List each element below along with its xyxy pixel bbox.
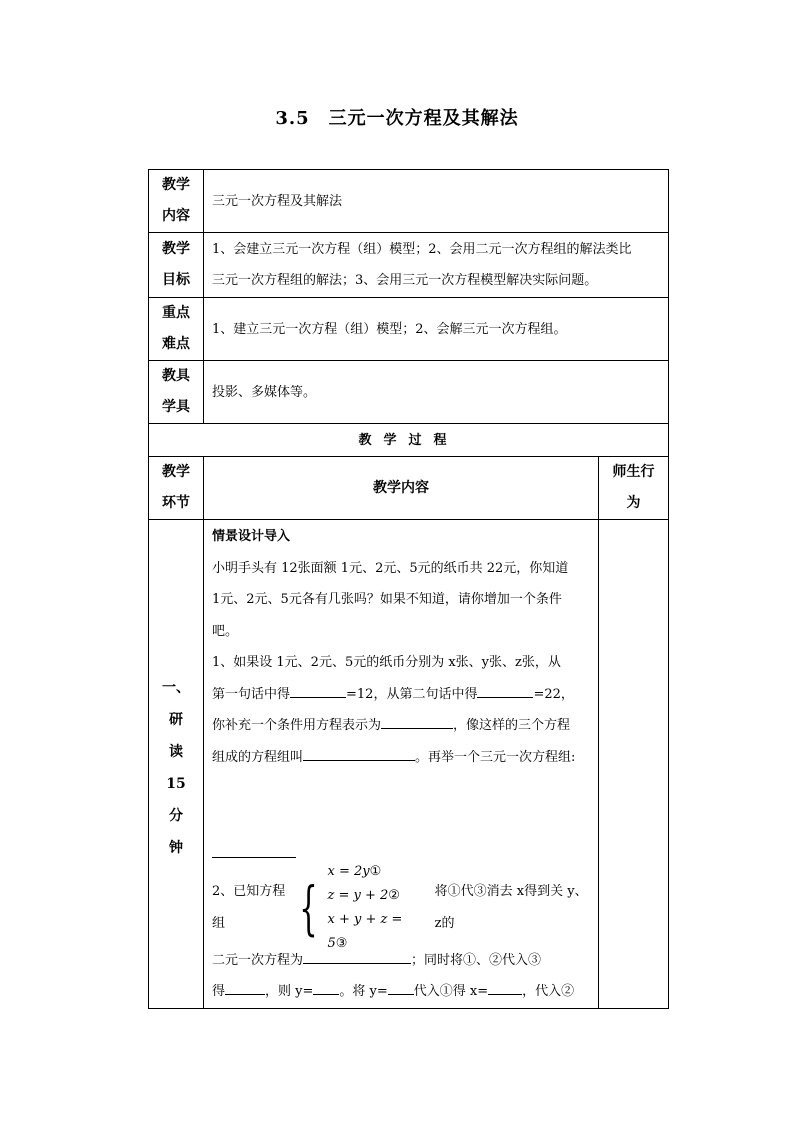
row-process-header	[149, 424, 669, 457]
column-stage: 教学 环节	[149, 457, 204, 520]
example-space	[212, 773, 590, 839]
answer-blank	[225, 978, 265, 995]
stage-one-content	[204, 520, 599, 1009]
intro-line-3: 吧。	[212, 623, 239, 639]
row-teaching-tools	[149, 361, 669, 424]
question-2-line-1: 2、已知方程组 { x = 2y① z = y + 2② x + y + z = 5③ 将①代③消去 x得到关 y、z的	[212, 871, 590, 945]
label-teaching-goal: 教学 目标	[149, 233, 204, 298]
row-stage-one	[149, 520, 669, 1009]
label-teaching-content: 教学 内容	[149, 170, 204, 233]
answer-blank	[212, 841, 296, 858]
intro-line-2: 1元、2元、5元各有几张吗？如果不知道，请你增加一个条件	[212, 592, 562, 607]
row-teaching-content	[149, 170, 669, 233]
stage-one-behavior	[599, 520, 669, 1009]
row-teaching-goal	[149, 233, 669, 298]
answer-blank	[488, 978, 522, 995]
answer-blank	[381, 712, 453, 729]
row-key-difficulty	[149, 298, 669, 361]
equation-system	[290, 860, 413, 956]
equation-1: x = 2y①	[327, 863, 382, 879]
column-behavior: 师生行 为	[599, 457, 669, 520]
left-brace-icon: {	[298, 873, 318, 942]
equation-3: x + y + z = 5③	[327, 911, 403, 951]
question-1-line-2: 第一句话中得 =12，从第二句话中得 =22，	[212, 679, 590, 711]
answer-blank	[388, 978, 414, 995]
row-column-headers	[149, 457, 669, 520]
section-heading: 情景设计导入	[212, 529, 291, 544]
page-title: 3.5 三元一次方程及其解法	[275, 108, 519, 129]
answer-blank	[313, 978, 339, 995]
key-difficulty-text: 1、建立三元一次方程（组）模型；2、会解三元一次方程组。	[204, 298, 669, 361]
answer-blank	[303, 947, 411, 964]
teaching-goal-text: 1、会建立三元一次方程（组）模型；2、会用二元一次方程组的解法类比 三元一次方程组的解法；3、会用三元一次方程模型解决实际问题。	[204, 233, 669, 298]
stage-one-label: 一、 研 读 15 分 钟	[149, 520, 204, 1009]
label-key-difficulty: 重点 难点	[149, 298, 204, 361]
label-teaching-tools: 教具 学具	[149, 361, 204, 424]
question-1-line-3: 你补充一个条件用方程表示为 ，像这样的三个方程	[212, 710, 590, 742]
teaching-tools-text: 投影、多媒体等。	[204, 361, 669, 424]
answer-blank	[290, 681, 346, 698]
process-header: 教学过程	[149, 424, 669, 457]
equation-2: z = y + 2②	[327, 887, 400, 903]
question-2-line-2: 二元一次方程为 ；同时将①、②代入③	[212, 945, 590, 977]
question-2-line-3: 得 ，则 y= 。将 y= 代入①得 x= ，代入②	[212, 976, 590, 1008]
lesson-plan-table	[148, 169, 669, 1009]
answer-blank	[477, 681, 533, 698]
question-1-line-1: 1、如果设 1元、2元、5元的纸币分别为 x张、y张、z张，从	[212, 655, 561, 670]
answer-blank	[303, 744, 415, 761]
column-content: 教学内容	[204, 457, 599, 520]
teaching-content-text: 三元一次方程及其解法	[204, 170, 669, 233]
intro-line-1: 小明手头有 12张面额 1元、2元、5元的纸币共 22元，你知道	[212, 560, 569, 576]
question-1-line-4: 组成的方程组叫 。再举一个三元一次方程组:	[212, 742, 590, 774]
